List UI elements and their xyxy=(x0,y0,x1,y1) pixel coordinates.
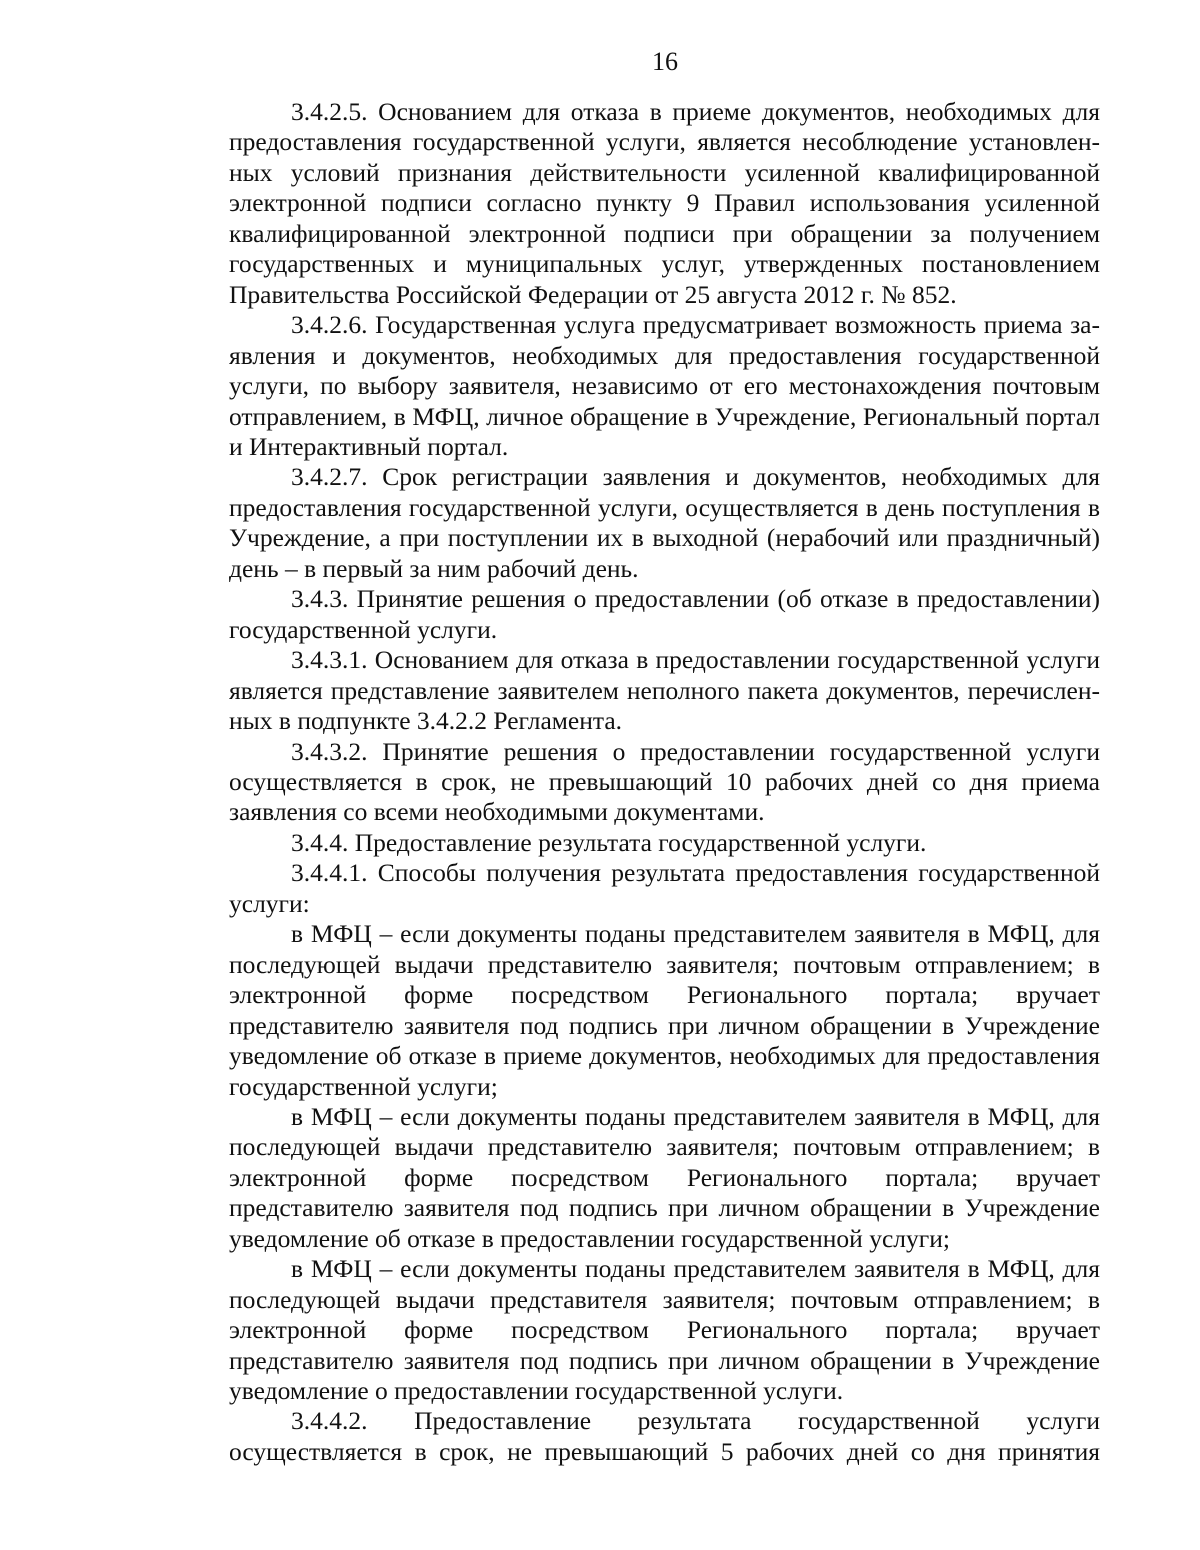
paragraph-result-refusal-service: в МФЦ – если документы поданы представителем заявителя в МФЦ, для последующей выдачи представителю заявителя; почтовым отправлением; в электронной форме посредством Регионального портала; вручает представителю заявителя под подпись при личном обращении в Учреждение уведомление об отказе в предоставлении государственной услуги; xyxy=(229,1101,1100,1253)
paragraph-3-4-4-2: 3.4.4.2. Предоставление результата государственной услуги осуществляется в срок, не превышающий 5 рабочих дней со дня принятия xyxy=(229,1406,1100,1466)
document-body xyxy=(229,97,1100,1467)
paragraph-3-4-2-6: 3.4.2.6. Государственная услуга предусматривает возможность приема заявления и документов, необходимых для предоставления государственной услуги, по выбору заявителя, независимо от его местонахождения почтовым отправлением, в МФЦ, личное обращение в Учреждение, Региональный портал и Интерактивный портал. xyxy=(229,310,1100,461)
paragraph-3-4-3-2: 3.4.3.2. Принятие решения о предоставлении государственной услуги осуществляется в срок, не превышающий 10 рабочих дней со дня приема заявления со всеми необходимыми документами. xyxy=(229,736,1100,827)
paragraph-result-provision: в МФЦ – если документы поданы представителем заявителя в МФЦ, для последующей выдачи представителя заявителя; почтовым отправлением; в электронной форме посредством Регионального портала; вручает представителю заявителя под подпись при личном обращении в Учреждение уведомление о предоставлении государственной услуги. xyxy=(229,1254,1100,1406)
paragraph-3-4-2-5: 3.4.2.5. Основанием для отказа в приеме документов, необходимых для предоставления государственной услуги, является несоблюдение установленных условий признания действительности усиленной квалифицированной электронной подписи согласно пункту 9 Правил использования усиленной квалифицированной электронной подписи при обращении за получением государственных и муниципальных услуг, утвержденных постановлением Правительства Российской Федерации от 25 августа 2012 г. № 852. xyxy=(229,97,1100,309)
paragraph-3-4-4-1: 3.4.4.1. Способы получения результата предоставления государственной услуги: xyxy=(229,858,1100,918)
paragraph-result-refusal-documents: в МФЦ – если документы поданы представителем заявителя в МФЦ, для последующей выдачи представителю заявителя; почтовым отправлением; в электронной форме посредством Регионального портала; вручает представителю заявителя под подпись при личном обращении в Учреждение уведомление об отказе в приеме документов, необходимых для предоставления государственной услуги; xyxy=(229,919,1100,1101)
page-number: 16 xyxy=(652,47,678,76)
paragraph-3-4-3: 3.4.3. Принятие решения о предоставлении (об отказе в предоставлении) государственной услуги. xyxy=(229,584,1100,644)
paragraph-3-4-3-1: 3.4.3.1. Основанием для отказа в предоставлении государственной услуги является представление заявителем неполного пакета документов, перечисленных в подпункте 3.4.2.2 Регламента. xyxy=(229,645,1100,736)
paragraph-3-4-2-7: 3.4.2.7. Срок регистрации заявления и документов, необходимых для предоставления государственной услуги, осуществляется в день поступления в Учреждение, а при поступлении их в выходной (нерабочий или праздничный) день – в первый за ним рабочий день. xyxy=(229,462,1100,583)
paragraph-3-4-4: 3.4.4. Предоставление результата государственной услуги. xyxy=(291,827,927,857)
